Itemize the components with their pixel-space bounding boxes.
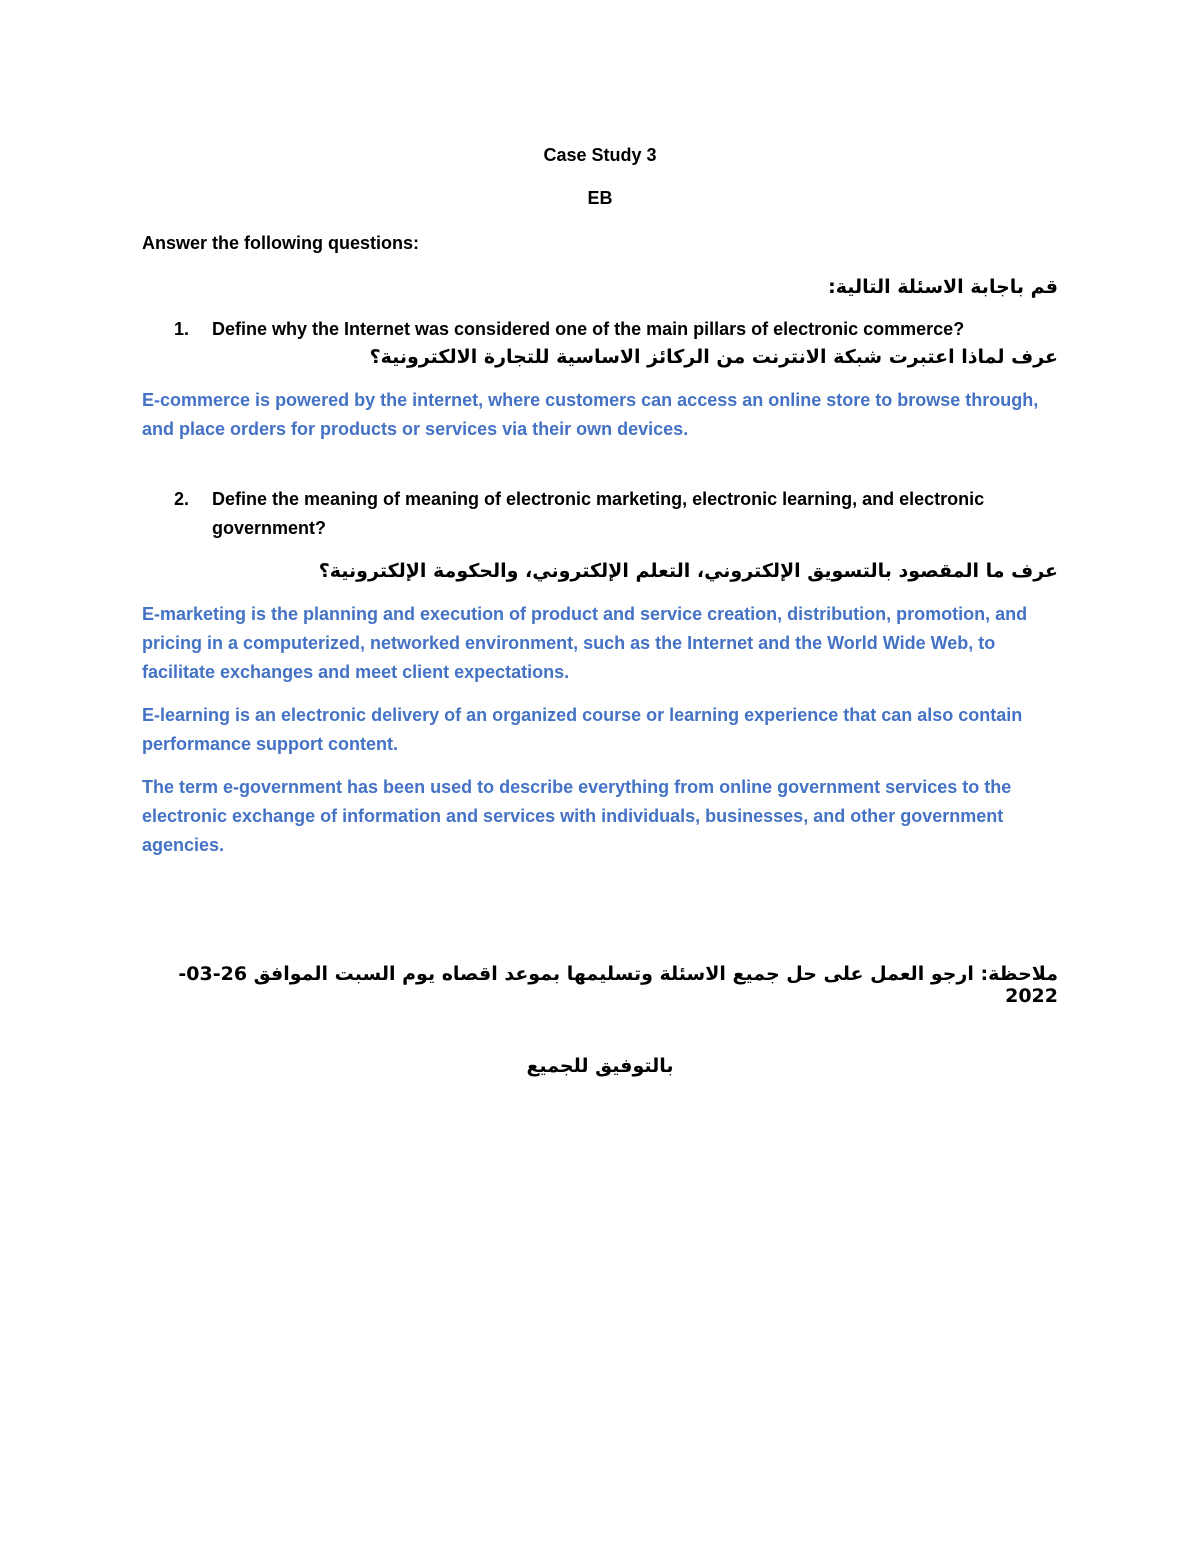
- question-text-en: Define the meaning of meaning of electronic marketing, electronic learning, and electronic government?: [212, 489, 985, 538]
- document-subtitle: EB: [587, 188, 613, 208]
- instructions-ar: قم باجابة الاسئلة التالية:: [828, 276, 1058, 298]
- document-title: Case Study 3: [543, 145, 657, 165]
- deadline-note: ملاحظة: ارجو العمل على حل جميع الاسئلة وتسليمها بموعد اقصاه يوم السبت الموافق 26-03-2022: [178, 963, 1058, 1007]
- question-2: [174, 485, 1054, 543]
- question-number: 1.: [174, 319, 190, 339]
- question-1: [174, 315, 1054, 344]
- question-2-ar: عرف ما المقصود بالتسويق الإلكتروني، التعلم الإلكتروني، والحكومة الإلكترونية؟: [318, 560, 1058, 582]
- answer-2-emarketing: E-marketing is the planning and execution of product and service creation, distribution, promotion, and pricing in a computerized, networked environment, such as the Internet and the World Wide Web, to facilitate exchanges and meet client expectations.: [142, 604, 1028, 682]
- answer-1: E-commerce is powered by the internet, where customers can access an online store to browse through, and place orders for products or services via their own devices.: [142, 390, 1039, 439]
- closing-line: بالتوفيق للجميع: [526, 1055, 674, 1077]
- question-number: 2.: [174, 489, 190, 509]
- answer-2-egovernment: The term e-government has been used to describe everything from online government services to the electronic exchange of information and services with individuals, businesses, and other government agencies.: [142, 777, 1012, 855]
- answer-2-elearning: E-learning is an electronic delivery of an organized course or learning experience that can also contain performance support content.: [142, 705, 1023, 754]
- question-1-ar: عرف لماذا اعتبرت شبكة الانترنت من الركائز الاساسية للتجارة الالكترونية؟: [369, 346, 1058, 368]
- instructions-en: Answer the following questions:: [142, 233, 420, 253]
- question-text-en: Define why the Internet was considered one of the main pillars of electronic commerce?: [212, 319, 965, 339]
